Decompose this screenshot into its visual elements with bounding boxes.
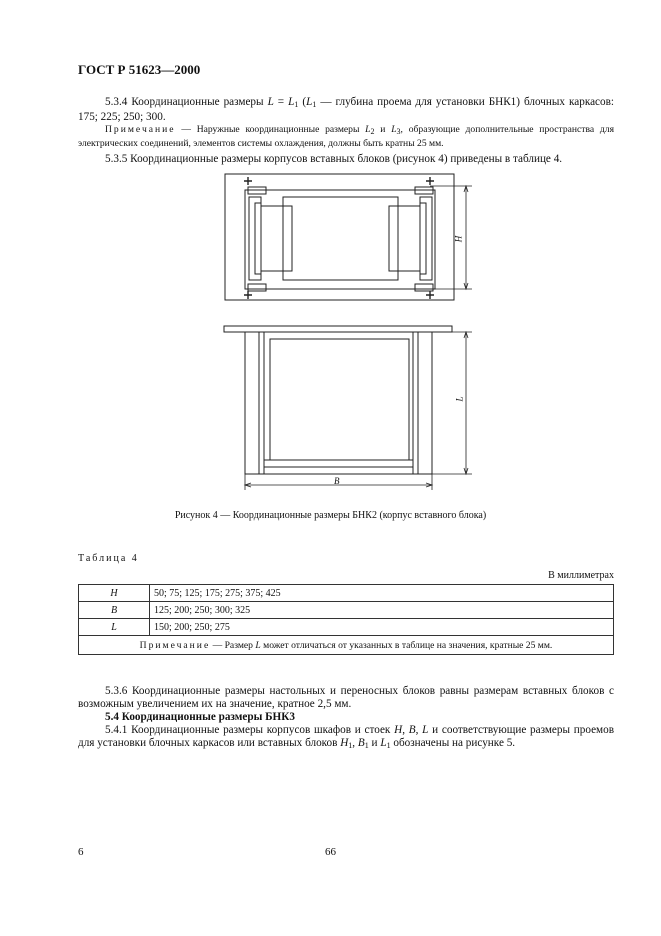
document-header: ГОСТ Р 51623—2000 bbox=[78, 62, 201, 77]
table-unit: В миллиметрах bbox=[548, 570, 614, 581]
inner-panel bbox=[283, 197, 398, 280]
side-body bbox=[245, 332, 432, 474]
table-key: L bbox=[79, 619, 150, 636]
text: — глубина проема для установки БНК1) блочных каркасов: 175; 225; 250; 300. bbox=[78, 96, 615, 124]
subscript: 2 bbox=[370, 127, 375, 136]
table-4 bbox=[78, 584, 614, 655]
text: — Размер bbox=[210, 639, 256, 651]
text: , bbox=[402, 724, 409, 736]
block-outline bbox=[245, 190, 435, 289]
table-key: B bbox=[79, 602, 150, 619]
symbol-H: H bbox=[394, 724, 403, 736]
text: обозначены на рисунке 5. bbox=[390, 737, 516, 750]
page-number-left: 6 bbox=[78, 846, 84, 858]
dimension-label-H: H bbox=[453, 235, 464, 243]
text: 5.4.1 Координационные размеры корпусов шкафов и стоек bbox=[105, 724, 395, 736]
text: может отличаться от указанных в таблице на значения, кратные 25 мм. bbox=[260, 639, 553, 651]
section-heading-5-4: 5.4 Координационные размеры БНК3 bbox=[105, 711, 295, 723]
dimension-label-B: B bbox=[334, 476, 340, 486]
front-panel bbox=[224, 326, 452, 332]
table-row bbox=[79, 602, 614, 619]
subscript: 1 bbox=[312, 100, 317, 109]
symbol-L3: L bbox=[391, 124, 397, 135]
symbol-L1: L bbox=[380, 737, 387, 750]
table-key: H bbox=[79, 585, 150, 602]
text: , образующие дополнительные пространства для электрических соединений, элементов системы охлаждения, должны быть кратны 25 мм. bbox=[78, 124, 615, 150]
symbol-H1: H bbox=[340, 737, 349, 750]
symbol-L1: L bbox=[288, 96, 295, 108]
note-label: Примечание bbox=[105, 124, 176, 135]
text: и bbox=[368, 737, 381, 750]
table-values: 50; 75; 125; 175; 275; 375; 425 bbox=[150, 585, 614, 602]
symbol-L: L bbox=[267, 96, 274, 108]
table-note bbox=[79, 636, 614, 655]
table-note-row bbox=[79, 636, 614, 655]
text: и bbox=[374, 124, 392, 135]
note-label: Примечание bbox=[139, 639, 211, 651]
symbol-L: L bbox=[422, 724, 429, 736]
text: ( bbox=[298, 96, 307, 108]
text: 5.3.4 Координационные размеры bbox=[105, 96, 268, 108]
paragraph-5-4-1 bbox=[78, 724, 614, 753]
text: и соответствующие размеры проемов для установки блочных каркасов или вставных блоков bbox=[78, 724, 615, 750]
subscript: 1 bbox=[364, 741, 369, 751]
figure-caption: Рисунок 4 — Координационные размеры БНК2 (корпус вставного блока) bbox=[174, 510, 487, 521]
symbol-L1: L bbox=[306, 96, 313, 108]
symbol-B1: B bbox=[357, 737, 365, 750]
table-values: 125; 200; 250; 300; 325 bbox=[150, 602, 614, 619]
table-values: 150; 200; 250; 275 bbox=[150, 619, 614, 636]
paragraph-5-3-5: 5.3.5 Координационные размеры корпусов вставных блоков (рисунок 4) приведены в таблице 4. bbox=[105, 153, 563, 165]
symbol-L: L bbox=[255, 639, 261, 651]
paragraph-5-3-6: 5.3.6 Координационные размеры настольных и переносных блоков равны размерам вставных блоков с возможным увеличением их на значение, кратное 2,5 мм. bbox=[78, 685, 614, 711]
text: , bbox=[415, 724, 423, 736]
table-row bbox=[79, 585, 614, 602]
table-row bbox=[79, 619, 614, 636]
text: = bbox=[273, 96, 289, 108]
table-title: Таблица 4 bbox=[78, 553, 139, 564]
text: — Наружные координационные размеры bbox=[175, 124, 366, 135]
subscript: 3 bbox=[396, 127, 401, 136]
subscript: 1 bbox=[348, 741, 353, 751]
symbol-L2: L bbox=[365, 124, 371, 135]
subscript: 1 bbox=[386, 741, 391, 751]
dimension-label-L: L bbox=[454, 396, 465, 402]
subscript: 1 bbox=[294, 100, 299, 109]
symbol-B: B bbox=[408, 724, 416, 736]
text: , bbox=[352, 737, 358, 750]
page-number-center: 66 bbox=[325, 846, 336, 858]
